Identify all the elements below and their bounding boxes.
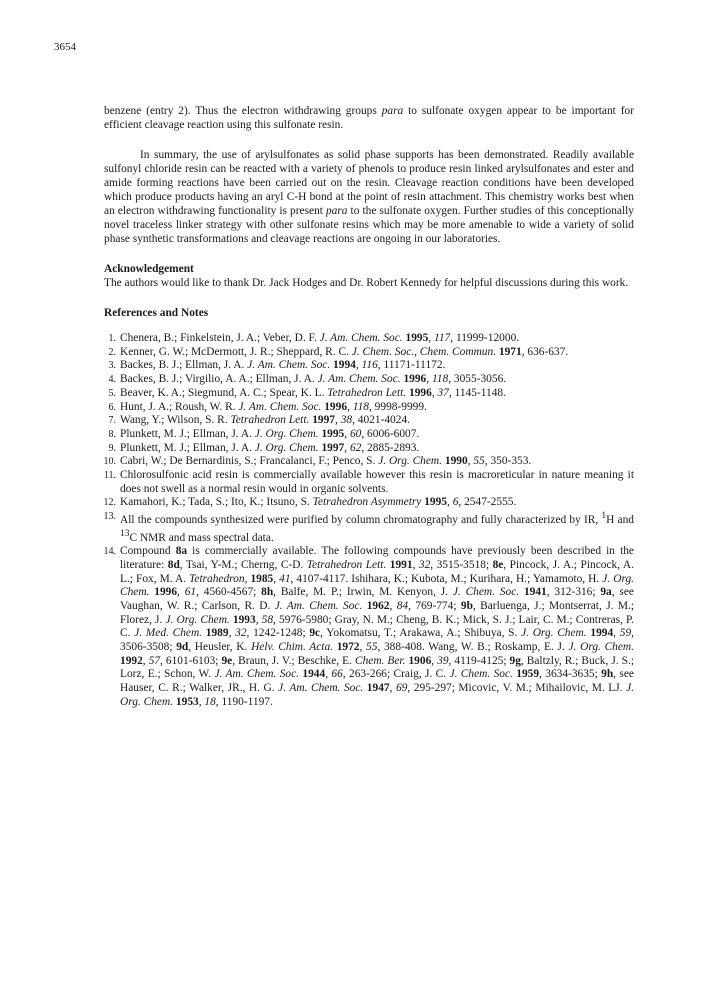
reference-item: 4 . Backes, B. J.; Virgilio, A. A.; Ellman, J. A. J. Am. Chem. Soc. 1996, 118, 3055-3056. <box>104 373 634 387</box>
paragraph-conclusion-lead: benzene (entry 2). Thus the electron withdrawing groups para to sulfonate oxygen appear to be important for efficient cleavage reaction using this sulfonate resin. <box>104 105 634 131</box>
acknowledgement-text: The authors would like to thank Dr. Jack Hodges and Dr. Robert Kennedy for helpful discussions during this work. <box>104 277 629 289</box>
reference-item: 14 . Compound 8a is commercially available. The following compounds have previously been described in the literature: 8d, Tsai, Y-M.; Cherng, C-D. Tetrahedron Lett. 1991, 32, 3515-3518; 8e, Pincock, J. A.; Pincock, A. L.; Fox, M. A. Tetrahedron, 1985, 41, 4107-4117. Ishihara, K.; Kubota, M.; Kurihara, H.; Yamamoto, H. J. Org. Chem. 1996, 61, 4560-4567; 8h, Balfe, M. P.; Irwin, M. Kenyon, J. J. Chem. Soc. 1941, 312-316; 9a, see Vaughan, W. R.; Carlson, R. D. J. Am. Chem. Soc. 1962, 84, 769-774; 9b, Barluenga, J.; Montserrat, J. M.; Florez, J. J. Org. Chem. 1993, 58, 5976-5980; Gray, N. M.; Cheng, B. K.; Mick, S. J.; Lair, C. M.; Contreras, P. C. J. Med. Chem. 1989, 32, 1242-1248; 9c, Yokomatsu, T.; Arakawa, A.; Shibuya, S. J. Org. Chem. 1994, 59, 3506-3508; 9d, Heusler, K. Helv. Chim. Acta. 1972, 55, 388-408. Wang, W. B.; Roskamp, E. J. J. Org. Chem. 1992, 57, 6101-6103; 9e, Braun, J. V.; Beschke, E. Chem. Ber. 1906, 39, 4119-4125; 9g, Baltzly, R.; Buck, J. S.; Lorz, E.; Schon, W. J. Am. Chem. Soc. 1944, 66, 263-266; Craig, J. C. J. Chem. Soc. 1959, 3634-3635; 9h, see Hauser, C. R.; Walker, JR., H. G. J. Am. Chem. Soc. 1947, 69, 295-297; Micovic, V. M.; Mihailovic, M. LJ. J. Org. Chem. 1953, 18, 1190-1197. <box>104 545 634 709</box>
reference-item: 11 . Chlorosulfonic acid resin is commercially available however this resin is macroreticular in nature meaning it does not swell as a normal resin would in organic solvents. <box>104 469 634 496</box>
reference-item: 10 . Cabri, W.; De Bernardinis, S.; Francalanci, F.; Penco, S. J. Org. Chem. 1990, 55, 350-353. <box>104 455 634 469</box>
page-number: 3654 <box>54 41 76 53</box>
reference-item: 1 . Chenera, B.; Finkelstein, J. A.; Veber, D. F. J. Am. Chem. Soc. 1995, 117, 11999-12000. <box>104 332 634 346</box>
reference-item: 13 . All the compounds synthesized were purified by column chromatography and fully characterized by IR, $^1$H and $^{13}$C NMR and mass spectral data. <box>104 510 634 545</box>
paragraph-summary: In summary, the use of arylsulfonates as solid phase supports has been demonstrated. Readily available sulfonyl chloride resin can be reacted with a variety of phenols to produce resin linked arylsulfonates and ester and amide forming reactions have been carried out on the resin. Cleavage reaction conditions have been developed which produce products having an aryl C-H bond at the point of resin attachment. This chemistry works best when an electron withdrawing functionality is present para to the sulfonate oxygen. Further studies of this conceptionally novel traceless linker strategy with other sulfonate resins which may be more amenable to wide a variety of solid phase synthetic transformations and cleavage reactions are ongoing in our laboratories. <box>104 149 634 245</box>
reference-item: 3 . Backes, B. J.; Ellman, J. A. J. Am. Chem. Soc. 1994, 116, 11171-11172. <box>104 359 634 373</box>
references-heading: References and Notes <box>104 307 209 319</box>
reference-item: 6 . Hunt, J. A.; Roush, W. R. J. Am. Chem. Soc. 1996, 118, 9998-9999. <box>104 401 634 415</box>
references-list <box>104 332 634 710</box>
acknowledgement-heading: Acknowledgement <box>104 263 194 275</box>
page-body <box>104 104 634 710</box>
reference-item: 12 . Kamahori, K.; Tada, S.; Ito, K.; Itsuno, S. Tetrahedron Asymmetry 1995, 6, 2547-2555. <box>104 496 634 510</box>
reference-item: 7 . Wang, Y.; Wilson, S. R. Tetrahedron Lett. 1997, 38, 4021-4024. <box>104 414 634 428</box>
reference-item: 5 . Beaver, K. A.; Siegmund, A. C.; Spear, K. L. Tetrahedron Lett. 1996, 37, 1145-1148. <box>104 387 634 401</box>
reference-item: 2 . Kenner, G. W.; McDermott, J. R.; Sheppard, R. C. J. Chem. Soc., Chem. Commun. 1971, 636-637. <box>104 346 634 360</box>
reference-item: 9 . Plunkett, M. J.; Ellman, J. A. J. Org. Chem. 1997, 62, 2885-2893. <box>104 442 634 456</box>
reference-item: 8 . Plunkett, M. J.; Ellman, J. A. J. Org. Chem. 1995, 60, 6006-6007. <box>104 428 634 442</box>
